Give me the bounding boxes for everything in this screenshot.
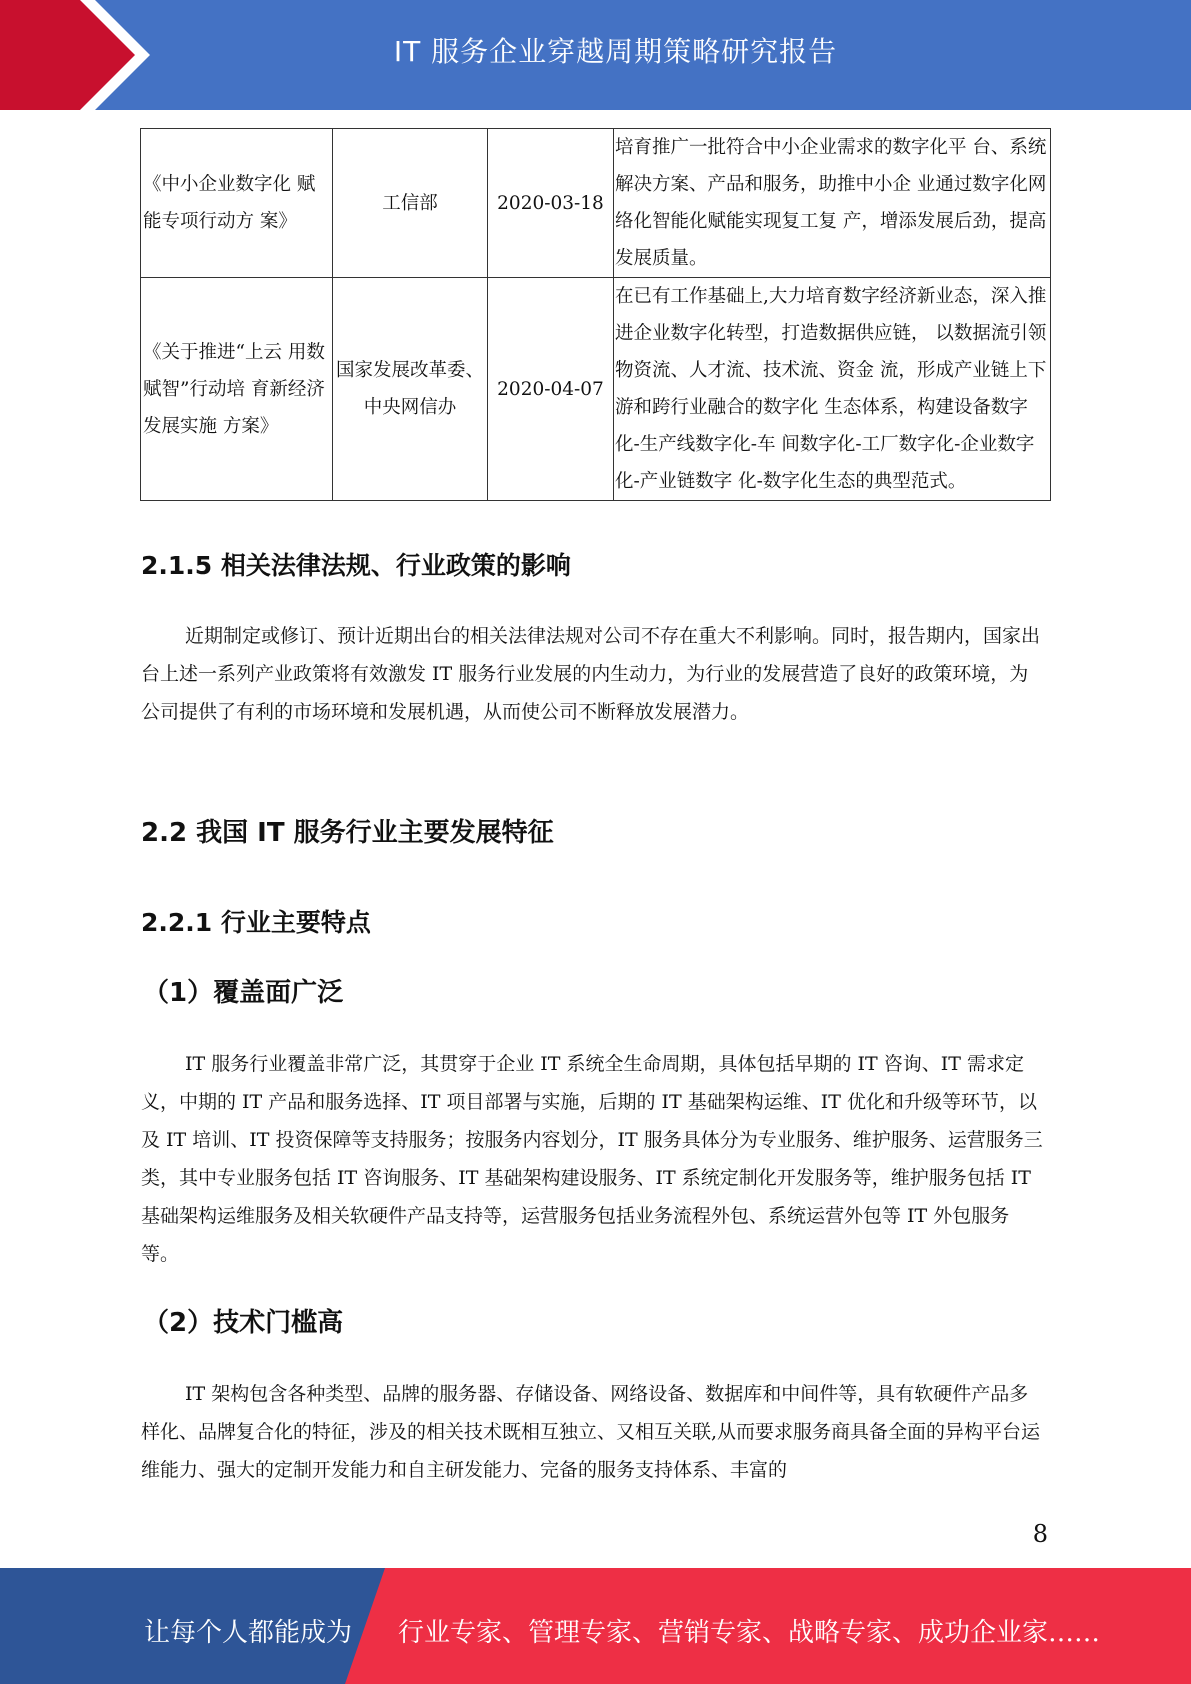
page-number: 8 [1032,1520,1048,1548]
point-1-paragraph: IT 服务行业覆盖非常广泛，其贯穿于企业 IT 系统全生命周期，具体包括早期的 IT 咨询、IT 需求定义，中期的 IT 产品和服务选择、IT 项目部署与实施，后期的 IT 基础架构运维、IT 优化和升级等环节，以及 IT 培训、IT 投资保障等支持服务；按服务内容划分，IT 服务具体分为专业服务、维护服务、运营服务三类，其中专业服务包括 IT 咨询服务、IT 基础架构建设服务、IT 系统定制化开发服务等，维护服务包括 IT 基础架构运维服务及相关软硬件产品支持等，运营服务包括业务流程外包、系统运营外包等 IT 外包服务等。 [141,1053,1043,1265]
page-header [0,0,1191,110]
footer-slogan-left: 让每个人都能成为 [144,1618,353,1648]
header-title: IT 服务企业穿越周期策略研究报告 [393,35,838,68]
footer-slogan-right: 行业专家、管理专家、营销专家、战略专家、成功企业家…… [398,1618,1101,1648]
policy-description-cell: 在已有工作基础上,大力培育数字经济新业态，深入推进企业数字化转型，打造数据供应链， 以数据流引领物资流、人才流、技术流、资金 流，形成产业链上下游和跨行业融合的数字化 生态体系，构建设备数字化-生产线数字化-车 间数字化-工厂数字化-企业数字化-产业链数字 化-数字化生态的典型范式。 [614,278,1051,501]
page-footer [0,1568,1191,1684]
policy-description-cell: 培育推广一批符合中小企业需求的数字化平 台、系统解决方案、产品和服务，助推中小企 业通过数字化网络化智能化赋能实现复工复 产，增添发展后劲，提高发展质量。 [614,129,1051,278]
point-2-paragraph: IT 架构包含各种类型、品牌的服务器、存储设备、网络设备、数据库和中间件等，具有软硬件产品多样化、品牌复合化的特征，涉及的相关技术既相互独立、又相互关联,从而要求服务商具备全面的异构平台运维能力、强大的定制开发能力和自主研发能力、完备的服务支持体系、丰富的 [141,1383,1041,1481]
policy-date-cell: 2020-04-07 [488,278,614,501]
point-2-heading: （2）技术门槛高 [143,1308,344,1338]
table-row [141,129,1051,278]
policy-name-cell: 《中小企业数字化 赋能专项行动方 案》 [141,129,333,278]
policy-name-cell: 《关于推进“上云 用数赋智”行动培 育新经济发展实施 方案》 [141,278,333,501]
section-heading-2-1-5: 2.1.5 相关法律法规、行业政策的影响 [141,551,571,580]
table-row [141,278,1051,501]
section-2-1-5-paragraph: 近期制定或修订、预计近期出台的相关法律法规对公司不存在重大不利影响。同时，报告期内，国家出台上述一系列产业政策将有效激发 IT 服务行业发展的内生动力，为行业的发展营造了良好的政策环境，为公司提供了有利的市场环境和发展机遇，从而使公司不断释放发展潜力。 [141,625,1041,723]
policy-department-cell: 国家发展改革委、中央网信办 [333,278,488,501]
policy-table [140,128,1051,501]
section-heading-2-2-1: 2.2.1 行业主要特点 [141,908,371,937]
policy-date-cell: 2020-03-18 [488,129,614,278]
section-heading-2-2: 2.2 我国 IT 服务行业主要发展特征 [141,818,554,848]
point-1-heading: （1）覆盖面广泛 [143,978,344,1008]
policy-department-cell: 工信部 [333,129,488,278]
